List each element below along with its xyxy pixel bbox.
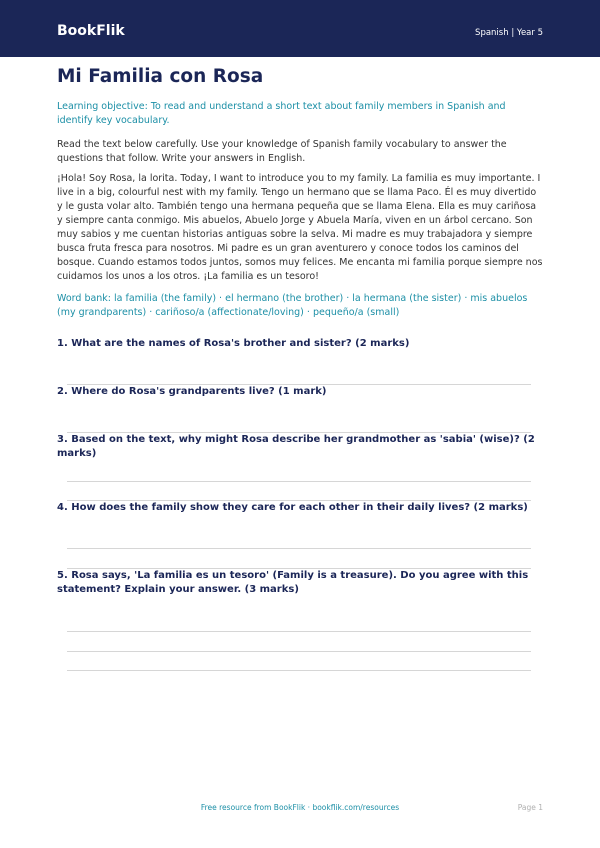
answer-line[interactable] bbox=[67, 548, 531, 549]
question-1: 1. What are the names of Rosa's brother and sister? (2 marks) bbox=[57, 338, 410, 349]
answer-line[interactable] bbox=[67, 631, 531, 632]
answer-line[interactable] bbox=[67, 670, 531, 671]
answer-line[interactable] bbox=[67, 651, 531, 652]
answer-line[interactable] bbox=[67, 481, 531, 482]
question-2: 2. Where do Rosa's grandparents live? (1 mark) bbox=[57, 386, 327, 397]
question-4: 4. How does the family show they care for each other in their daily lives? (2 marks) bbox=[57, 502, 528, 513]
brand-logo[interactable]: BookFlik bbox=[57, 23, 125, 39]
instructions-text: Read the text below carefully. Use your knowledge of Spanish family vocabulary to answer the questions that follow. Write your answers in English. bbox=[57, 139, 507, 164]
page-title: Mi Familia con Rosa bbox=[57, 66, 264, 87]
word-bank: Word bank: la familia (the family) · el hermano (the brother) · la hermana (the sister) · mis abuelos (my grandparents) · cariñoso/a (affectionate/loving) · pequeño/a (small) bbox=[57, 293, 528, 318]
question-3: 3. Based on the text, why might Rosa describe her grandmother as 'sabia' (wise)? (2 marks) bbox=[57, 434, 535, 459]
page-number: Page 1 bbox=[517, 803, 543, 812]
learning-objective: Learning objective: To read and understand a short text about family members in Spanish and identify key vocabulary. bbox=[57, 101, 506, 126]
footer-link[interactable]: Free resource from BookFlik · bookflik.com/resources bbox=[200, 803, 400, 812]
question-5: 5. Rosa says, 'La familia es un tesoro' (Family is a treasure). Do you agree with this statement? Explain your answer. (3 marks) bbox=[57, 570, 529, 595]
reading-passage: ¡Hola! Soy Rosa, la lorita. Today, I want to introduce you to my family. La familia es muy importante. I live in a big, colourful nest with my family. Tengo un hermano que se llama Paco. Él es muy divertido y le gusta volar alto. También tengo una hermana pequeña que se llama Elena. Ella es muy cariñosa y siempre canta conmigo. Mis abuelos, Abuelo Jorge y Abuela María, viven en un árbol cercano. Son muy sabios y me cuentan historias antiguas sobre la selva. Mi madre es muy trabajadora y siempre busca fruta fresca para nosotros. Mi padre es un gran aventurero y conoce todos los caminos del bosque. Cuando estamos todos juntos, somos muy felices. Me encanta mi familia porque siempre nos cuidamos los unos a los otros. ¡La familia es un tesoro! bbox=[57, 173, 543, 282]
header-bar bbox=[0, 0, 600, 57]
subject-label: Spanish | Year 5 bbox=[475, 28, 543, 38]
